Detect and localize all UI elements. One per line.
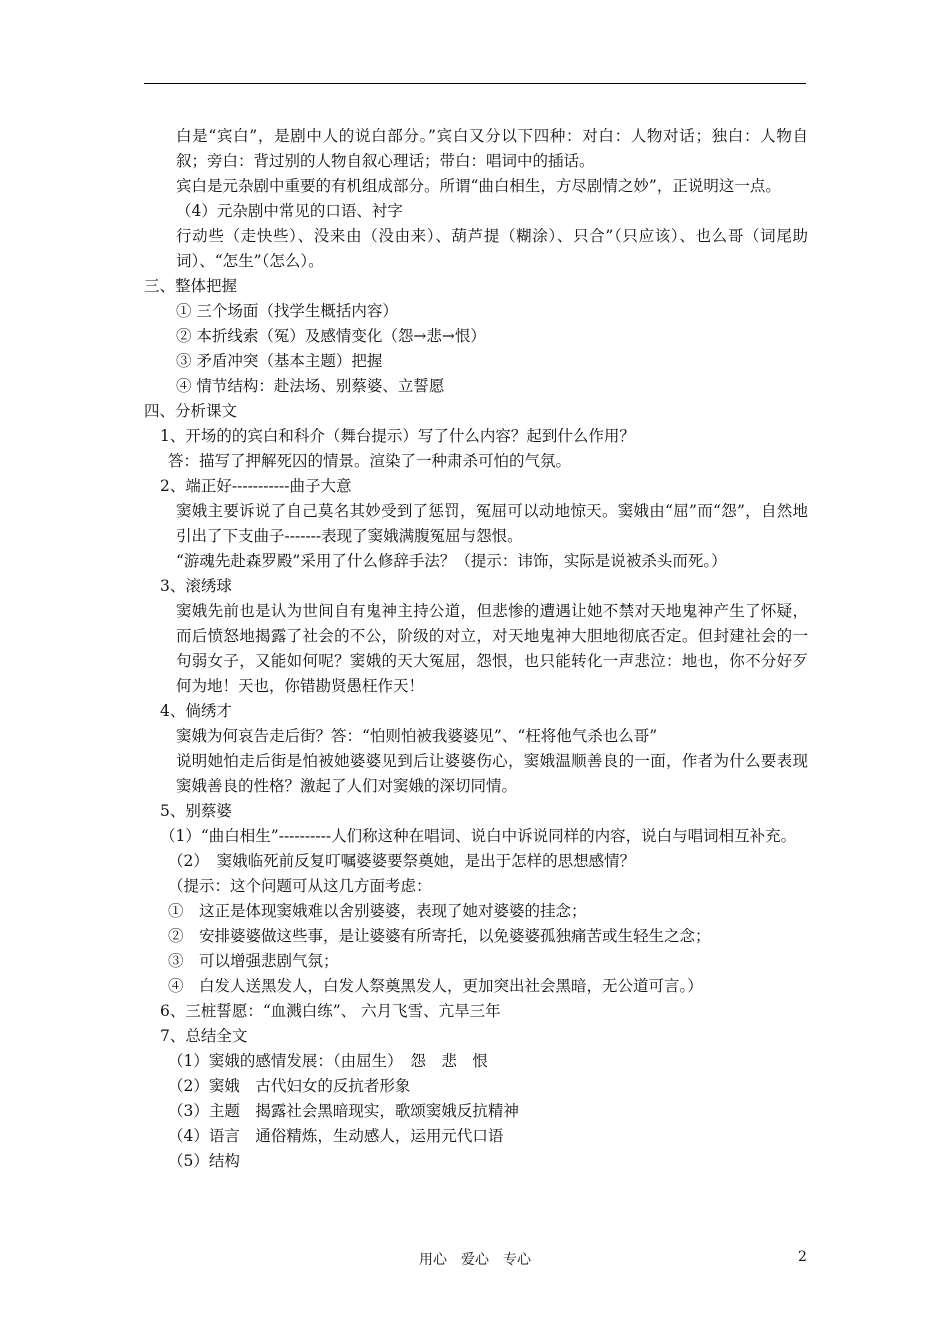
list-item: ① 这正是体现窦娥难以舍别婆婆，表现了她对婆婆的挂念； (168, 902, 587, 920)
subheading: 2、端正好-----------曲子大意 (160, 477, 352, 495)
subheading: 5、别蔡婆 (160, 802, 232, 820)
subheading: 3、滚绣球 (160, 577, 232, 595)
list-item: ① 三个场面（找学生概括内容） (176, 302, 398, 320)
subheading: 6、三桩誓愿：“血溅白练”、 六月飞雪、亢旱三年 (160, 1002, 501, 1020)
list-item: （1）窦娥的感情发展：（由屈生） 怨 悲 恨 (168, 1052, 488, 1070)
footer-motto: 用心 爱心 专心 (419, 1252, 531, 1268)
list-item: ④ 情节结构：赴法场、别蔡婆、立誓愿 (176, 377, 445, 395)
answer: 答：描写了押解死囚的情景。渲染了一种肃杀可怕的气氛。 (168, 452, 572, 470)
paragraph: 宾白是元杂剧中重要的有机组成部分。所谓“曲白相生，方尽剧情之妙”，正说明这一点。 (176, 177, 781, 195)
question: （2） 窦娥临死前反复叮嘱婆婆要祭奠她，是出于怎样的思想感情？ (168, 852, 636, 870)
subheading: 4、倘绣才 (160, 702, 232, 720)
header-rule (144, 83, 806, 84)
paragraph: 窦娥主要诉说了自己莫名其妙受到了惩罚，冤屈可以动地惊天。窦娥由“屈”而“怨”，自然地引出了下支曲子-------表现了窦娥满腹冤屈与怨恨。 (176, 502, 808, 545)
subheading: 7、总结全文 (160, 1027, 248, 1045)
paragraph: 白是“宾白”，是剧中人的说白部分。”宾白又分以下四种：对白：人物对话；独白：人物自叙；旁白：背过别的人物自叙心理话；带白：唱词中的插话。 (176, 127, 808, 170)
list-item: （4）语言 通俗精炼，生动感人，运用元代口语 (168, 1127, 504, 1145)
list-item: ② 安排婆婆做这些事，是让婆婆有所寄托，以免婆婆孤独痛苦或生轻生之念； (168, 927, 711, 945)
list-item: （2）窦娥 古代妇女的反抗者形象 (168, 1077, 411, 1095)
paragraph: 窦娥为何哀告走后街？答：“怕则怕被我婆婆见”、“枉将他气杀也么哥” (176, 727, 658, 745)
document-body (144, 124, 808, 1174)
list-item: （5）结构 (168, 1152, 240, 1170)
paragraph: 说明她怕走后街是怕被她婆婆见到后让婆婆伤心，窦娥温顺善良的一面，作者为什么要表现窦娥善良的性格？激起了人们对窦娥的深切同情。 (176, 752, 808, 795)
paragraph: “游魂先赴森罗殿”采用了什么修辞手法？（提示：讳饰，实际是说被杀头而死。） (176, 552, 727, 570)
hint: （提示：这个问题可从这几方面考虑： (168, 877, 432, 895)
question: 1、开场的的宾白和科介（舞台提示）写了什么内容？起到什么作用？ (160, 427, 635, 445)
list-item: ③ 矛盾冲突（基本主题）把握 (176, 352, 383, 370)
list-item: （3）主题 揭露社会黑暗现实，歌颂窦娥反抗精神 (168, 1102, 519, 1120)
paragraph: （1）“曲白相生”----------人们称这种在唱词、说白中诉说同样的内容，说白与唱词相互补充。 (160, 827, 797, 845)
paragraph: 行动些（走快些）、没来由（没由来）、葫芦提（糊涂）、只合”（只应该）、也么哥（词尾助词）、“怎生”（怎么）。 (176, 227, 808, 270)
list-item: ② 本折线索（冤）及感情变化（怨→悲→恨） (176, 327, 486, 345)
page-number: 2 (798, 1249, 807, 1265)
list-item: ③ 可以增强悲剧气氛； (168, 952, 339, 970)
section-heading: 四、分析课文 (144, 402, 238, 420)
subheading: （4）元杂剧中常见的口语、衬字 (176, 202, 403, 220)
section-heading: 三、整体把握 (144, 277, 238, 295)
paragraph: 窦娥先前也是认为世间自有鬼神主持公道，但悲惨的遭遇让她不禁对天地鬼神产生了怀疑，而后愤怒地揭露了社会的不公，阶级的对立，对天地鬼神大胆地彻底否定。但封建社会的一句弱女子，又能如何呢？窦娥的天大冤屈，怨恨，也只能转化一声悲泣：地也，你不分好歹何为地！天也，你错勘贤愚枉作天！ (176, 602, 808, 695)
list-item: ④ 白发人送黑发人，白发人祭奠黑发人，更加突出社会黑暗，无公道可言。） (168, 977, 703, 995)
